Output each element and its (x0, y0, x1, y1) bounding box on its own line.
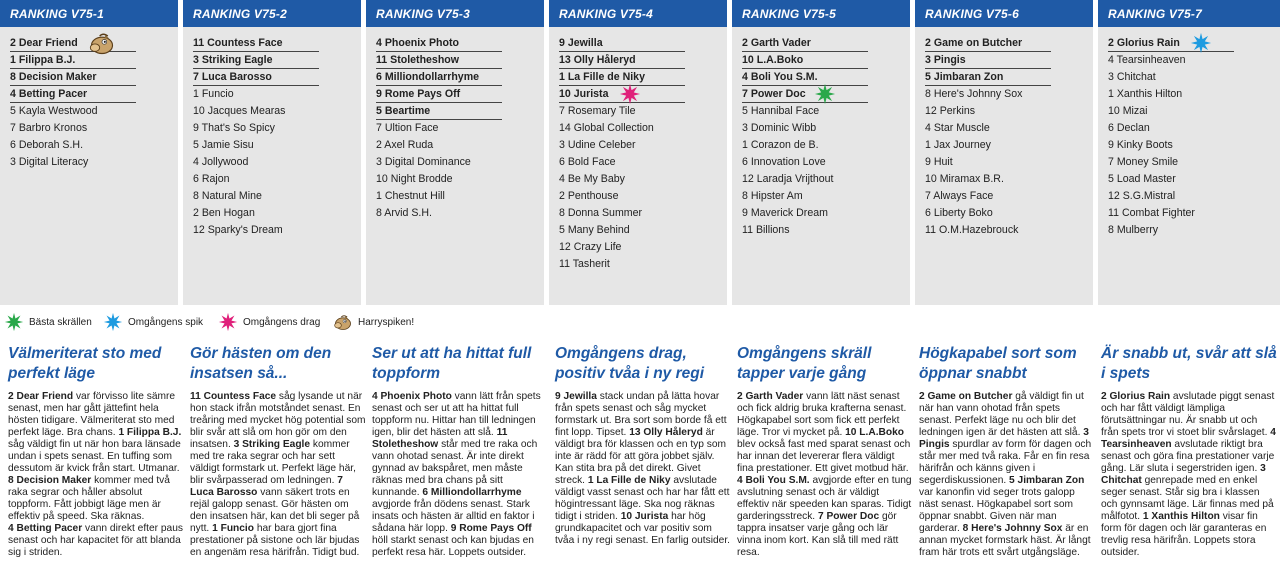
horse-name: 9 Maverick Dream (742, 207, 828, 219)
ranking-header: RANKING V75-5 (732, 0, 910, 27)
ranking-entry (376, 52, 502, 69)
analysis-column (372, 344, 548, 559)
horse-name: 2 Dear Friend (10, 37, 78, 49)
analysis-text: avslutade riktigt bra senast och göra fina prestationer varje gång. Lär sluta i segerstriden igen. (1101, 439, 1275, 474)
ranking-entry (925, 120, 1051, 137)
analysis-text: har hög grundkapacitet och var positiv som tvåa i ny regi senast. En farlig outsider. (555, 511, 730, 546)
ranking-entry (376, 137, 502, 154)
horse-ref: 1 Xanthis Hilton (1142, 511, 1220, 522)
horse-name: 5 Hannibal Face (742, 105, 820, 117)
horse-name: 2 Axel Ruda (376, 139, 434, 151)
ranking-entry (742, 222, 868, 239)
ranking-column (915, 0, 1093, 305)
analysis-title: Högkapabel sort som öppnar snabbt (919, 345, 1077, 382)
analysis-column (190, 344, 366, 559)
horse-name: 3 Udine Celeber (559, 139, 636, 151)
horse-name: 11 Combat Fighter (1108, 207, 1195, 219)
harry-horse-icon (333, 312, 353, 332)
pink-marker (619, 83, 641, 105)
ranking-entry (1108, 188, 1234, 205)
ranking-entry (559, 205, 685, 222)
analysis-paragraph (737, 391, 913, 559)
horse-name: 12 Laradja Vrijthout (742, 173, 834, 185)
horse-name: 12 Sparky's Dream (193, 224, 283, 236)
analysis-text: gör tappra insatser varje gång och lär vinna inom kort. Kan slå till med rätt resa. (737, 511, 899, 558)
horse-ref: 4 Boli You S.M. (737, 475, 810, 486)
horse-ref: 3 Striking Eagle (233, 439, 311, 450)
horse-name: 10 L.A.Boko (742, 54, 804, 66)
ranking-entry (925, 69, 1051, 86)
analysis-paragraph (555, 391, 731, 547)
analysis-text: vann säkert trots en rejäl galopp senast. Gör hästen om den insatsen här, kan det bli seger på nytt. (190, 487, 360, 534)
analysis-text: vann lätt från spets senast och ser ut att ha hittat full toppform nu. Hittar han till ledningen igen, blir det hästen att slå. (372, 391, 541, 438)
horse-ref: 6 Milliondollarrhyme (422, 487, 522, 498)
horse-name: 9 Jewilla (559, 37, 603, 49)
horse-name: 1 Corazon de B. (742, 139, 819, 151)
horse-ref: 4 Phoenix Photo (372, 391, 452, 402)
analysis-text: avgjorde efter en tung avslutning senast och är väldigt effektiv när speeden kan sparas. Tidigt garderingsstreck. (737, 475, 912, 522)
analysis-text: är väldigt bra för klassen och en typ som inte är rädd för att göra jobbet själv. Kan stita bra på det direkt. Givet streck. (555, 427, 727, 486)
horse-name: 1 Xanthis Hilton (1108, 88, 1183, 100)
ranking-entry (193, 103, 319, 120)
ranking-entry (193, 137, 319, 154)
horse-ref: 9 Rome Pays Off (450, 523, 532, 534)
ranking-entry (742, 69, 868, 86)
ranking-entry (559, 52, 685, 69)
ranking-entry (376, 69, 502, 86)
horse-name: 3 Dominic Wibb (742, 122, 817, 134)
ranking-entry (1108, 69, 1234, 86)
ranking-entry (376, 188, 502, 205)
horse-name: 4 Boli You S.M. (742, 71, 818, 83)
blue-star-icon (103, 312, 123, 332)
horse-name: 9 Rome Pays Off (376, 88, 461, 100)
legend-label: Omgångens drag (243, 316, 321, 328)
ranking-entry (1108, 35, 1234, 52)
horse-name: 4 Tearsinheaven (1108, 54, 1186, 66)
horse-name: 3 Striking Eagle (193, 54, 273, 66)
pink-star-icon (218, 312, 238, 332)
ranking-entry (925, 103, 1051, 120)
horse-name: 2 Ben Hogan (193, 207, 255, 219)
ranking-entry (376, 205, 502, 222)
horse-name: 2 Game on Butcher (925, 37, 1023, 49)
horse-ref: 2 Game on Butcher (919, 391, 1013, 402)
ranking-column (1098, 0, 1280, 305)
horse-name: 10 Jurista (559, 88, 609, 100)
ranking-entry (742, 52, 868, 69)
analysis-paragraph (8, 523, 184, 559)
horse-name: 13 Olly Håleryd (559, 54, 636, 66)
ranking-entry (193, 35, 319, 52)
ranking-list (1098, 27, 1280, 239)
horse-name: 14 Global Collection (559, 122, 654, 134)
ranking-entry (193, 222, 319, 239)
legend-item (333, 312, 414, 332)
ranking-entry (1108, 205, 1234, 222)
horse-name: 1 Chestnut Hill (376, 190, 445, 202)
ranking-entry (559, 137, 685, 154)
analysis-paragraph (190, 391, 366, 559)
ranking-entry (925, 35, 1051, 52)
ranking-entry (10, 154, 136, 171)
ranking-entry (925, 188, 1051, 205)
horse-name: 2 Glorius Rain (1108, 37, 1180, 49)
analysis-body (1101, 391, 1277, 559)
horse-name: 7 Always Face (925, 190, 994, 202)
ranking-entry (742, 120, 868, 137)
ranking-entry (742, 205, 868, 222)
horse-name: 11 Stoletheshow (376, 54, 460, 66)
ranking-entry (10, 52, 136, 69)
horse-name: 11 Countess Face (193, 37, 283, 49)
analysis-text: står med tre raka och vann ohotad senast. Är inte direkt gynnad av bakspåret, men måste räknas med bra chans på sitt kunnande. (372, 439, 538, 498)
horse-ref: 10 L.A.Boko (845, 427, 905, 438)
blue-star-icon (1190, 32, 1212, 54)
horse-name: 5 Jamie Sisu (193, 139, 254, 151)
ranking-entry (1108, 120, 1234, 137)
horse-ref: 11 Stoletheshow (372, 427, 508, 450)
horse-name: 11 O.M.Hazebrouck (925, 224, 1019, 236)
horse-name: 6 Rajon (193, 173, 230, 185)
analysis-title: Är snabb ut, svår att slå i spets (1101, 345, 1277, 382)
ranking-entry (193, 86, 319, 103)
ranking-entry (742, 103, 868, 120)
ranking-entry (10, 120, 136, 137)
horse-name: 1 Funcio (193, 88, 234, 100)
ranking-entry (559, 120, 685, 137)
analysis-column (555, 344, 731, 547)
horse-name: 1 Filippa B.J. (10, 54, 76, 66)
green-marker (814, 83, 836, 105)
ranking-entry (559, 103, 685, 120)
blue-marker (1190, 32, 1212, 54)
horse-name: 6 Bold Face (559, 156, 616, 168)
legend-item (4, 312, 92, 332)
pink-star-icon (619, 83, 641, 105)
ranking-list (366, 27, 544, 222)
analysis-paragraph (8, 391, 184, 475)
ranking-list (549, 27, 727, 273)
horse-name: 7 Luca Barosso (193, 71, 272, 83)
horse-name: 10 Night Brodde (376, 173, 453, 185)
horse-name: 6 Milliondollarrhyme (376, 71, 480, 83)
horse-name: 12 Crazy Life (559, 241, 622, 253)
horse-name: 7 Rosemary Tile (559, 105, 636, 117)
horse-name: 4 Be My Baby (559, 173, 625, 185)
analysis-paragraph (8, 475, 184, 523)
horse-name: 3 Digital Dominance (376, 156, 471, 168)
analysis-text: är en annan mycket formstark häst. Är långt fram här trots ett svårt utgångsläge. (919, 523, 1091, 558)
ranking-header: RANKING V75-6 (915, 0, 1093, 27)
horse-name: 8 Hipster Am (742, 190, 803, 202)
horse-ref: 13 Olly Håleryd (629, 427, 703, 438)
horse-ref: 4 Betting Pacer (8, 523, 83, 534)
horse-ref: 2 Garth Vader (737, 391, 804, 402)
ranking-entry (559, 256, 685, 273)
horse-ref: 2 Glorius Rain (1101, 391, 1171, 402)
ranking-column (183, 0, 361, 305)
ranking-entry (376, 103, 502, 120)
ranking-entry (1108, 171, 1234, 188)
horse-name: 7 Money Smile (1108, 156, 1179, 168)
ranking-entry (925, 222, 1051, 239)
horse-name: 3 Digital Literacy (10, 156, 89, 168)
horse-ref: 5 Jimbaran Zon (1009, 475, 1085, 486)
analysis-text: var kanonfin vid seger trots galopp näst senast. Högkapabel sort som öppnar snabbt. Given när man garderar. (919, 487, 1075, 534)
horse-ref: 8 Here's Johnny Sox (962, 523, 1063, 534)
analysis-text: höll starkt senast och kan bjudas en perfekt resa här. Loppets outsider. (372, 535, 534, 558)
horse-name: 10 Miramax B.R. (925, 173, 1004, 185)
analysis-body (372, 391, 548, 559)
ranking-entry (193, 120, 319, 137)
horse-name: 8 Here's Johnny Sox (925, 88, 1023, 100)
ranking-entry (559, 35, 685, 52)
ranking-entry (742, 154, 868, 171)
horse-name: 6 Liberty Boko (925, 207, 993, 219)
ranking-entry (376, 35, 502, 52)
ranking-header: RANKING V75-3 (366, 0, 544, 27)
ranking-entry (376, 171, 502, 188)
analysis-column (1101, 344, 1277, 559)
horse-name: 6 Declan (1108, 122, 1150, 134)
ranking-entry (559, 171, 685, 188)
analysis-paragraph (372, 391, 548, 559)
ranking-entry (925, 137, 1051, 154)
legend-label: Harryspiken! (358, 316, 415, 328)
horse-name: 4 Phoenix Photo (376, 37, 459, 49)
horse-name: 9 Kinky Boots (1108, 139, 1173, 151)
horse-ref: 7 Power Doc (817, 511, 880, 522)
ranking-entry (376, 154, 502, 171)
analysis-title: Ser ut att ha hittat full toppform (372, 345, 532, 382)
horse-name: 7 Power Doc (742, 88, 806, 100)
ranking-entry (742, 35, 868, 52)
ranking-list (0, 27, 178, 171)
ranking-column (366, 0, 544, 305)
horse-name: 7 Ultion Face (376, 122, 439, 134)
ranking-entry (193, 188, 319, 205)
horse-ref: 3 Chitchat (1101, 463, 1266, 486)
ranking-entry (1108, 103, 1234, 120)
horse-name: 4 Jollywood (193, 156, 249, 168)
analysis-paragraph (919, 391, 1095, 559)
analysis-text: gå väldigt fin ut när han vann ohotad från spets senast. Perfekt läge nu och blir det ledningen igen är det hästen att slå. (919, 391, 1084, 438)
analysis-text: avgjorde från dödens senast. Stark insats och hästen är alltid en faktor i sådana här lopp. (372, 499, 535, 534)
analysis-text: såg väldigt fin ut när hon bara länsade undan i spets senast. En tuffing som dessutom är kvick från start. Utmanar. (8, 439, 181, 474)
ranking-entry (10, 69, 136, 86)
ranking-entry (559, 222, 685, 239)
legend-item (218, 312, 320, 332)
horse-ref: 7 Luca Barosso (190, 475, 343, 498)
horse-name: 12 S.G.Mistral (1108, 190, 1176, 202)
horse-name: 2 Garth Vader (742, 37, 811, 49)
analysis-text: avslutade piggt senast och har fått väldigt lämpliga förutsättningar nu. Är snabb ut och från spets tror vi stoet blir svårslaget. (1101, 391, 1275, 438)
ranking-entry (1108, 52, 1234, 69)
ranking-entry (1108, 222, 1234, 239)
horse-name: 9 Huit (925, 156, 953, 168)
ranking-entry (1108, 137, 1234, 154)
ranking-entry (559, 188, 685, 205)
horse-name: 8 Arvid S.H. (376, 207, 432, 219)
horse-name: 6 Deborah S.H. (10, 139, 84, 151)
horse-name: 1 Jax Journey (925, 139, 991, 151)
horse-name: 5 Jimbaran Zon (925, 71, 1004, 83)
horse-ref: 3 Pingis (919, 427, 1089, 450)
ranking-entry (925, 171, 1051, 188)
horse-ref: 1 La Fille de Niky (587, 475, 671, 486)
ranking-entry (742, 137, 868, 154)
ranking-entry (193, 205, 319, 222)
ranking-entry (742, 188, 868, 205)
ranking-entry (10, 103, 136, 120)
analysis-paragraph (1101, 391, 1277, 559)
analysis-body (737, 391, 913, 559)
analysis-text: såg lysande ut när hon stack ifrån motståndet senast. En treåring med mycket hög potential som blir svår att slå om hon gör om den insatsen. (190, 391, 366, 450)
analysis-column (8, 344, 184, 559)
ranking-list (732, 27, 910, 239)
ranking-column (732, 0, 910, 305)
ranking-entry (376, 120, 502, 137)
horse-ref: 1 Funcio (212, 523, 254, 534)
horse-ref: 9 Jewilla (555, 391, 597, 402)
horse-name: 7 Barbro Kronos (10, 122, 88, 134)
analysis-text: stack undan på lätta hovar från spets senast och såg mycket formstark ut. Bra sort som borde få ett fint lopp. Tipset. (555, 391, 727, 438)
ranking-entry (10, 86, 136, 103)
ranking-column (549, 0, 727, 305)
ranking-entry (559, 154, 685, 171)
ranking-entry (193, 171, 319, 188)
ranking-entry (559, 239, 685, 256)
analysis-column (919, 344, 1095, 559)
horse-ref: 4 Tearsinheaven (1101, 427, 1276, 450)
analysis-text: blev också fast med sparat senast och har innan det levererar flera väldigt fina prestationer. Ett givet motbud här. (737, 439, 911, 474)
green-star-icon (4, 312, 24, 332)
ranking-entry (10, 35, 136, 52)
horse-name: 5 Kayla Westwood (10, 105, 98, 117)
ranking-header: RANKING V75-7 (1098, 0, 1280, 27)
horse-name: 8 Decision Maker (10, 71, 97, 83)
ranking-list (183, 27, 361, 239)
ranking-entry (742, 86, 868, 103)
analysis-column (737, 344, 913, 559)
analysis-title: Omgångens drag, positiv tvåa i ny regi (555, 345, 705, 382)
ranking-header: RANKING V75-4 (549, 0, 727, 27)
horse-name: 3 Chitchat (1108, 71, 1156, 83)
analysis-title: Gör hästen om den insatsen så... (190, 345, 332, 382)
analysis-title: Välmeriterat sto med perfekt läge (8, 345, 162, 382)
horse-name: 5 Many Behind (559, 224, 630, 236)
legend-label: Bästa skrällen (29, 316, 92, 328)
horse-name: 4 Star Muscle (925, 122, 990, 134)
horse-ref: 11 Countess Face (190, 391, 277, 402)
analysis-body (8, 391, 184, 559)
ranking-list (915, 27, 1093, 239)
horse-name: 4 Betting Pacer (10, 88, 88, 100)
ranking-entry (925, 86, 1051, 103)
horse-name: 8 Donna Summer (559, 207, 643, 219)
ranking-entry (925, 154, 1051, 171)
horse-ref: 8 Decision Maker (8, 475, 92, 486)
ranking-entry (1108, 86, 1234, 103)
analysis-body (190, 391, 366, 559)
ranking-entry (925, 52, 1051, 69)
analysis-text: vann lätt näst senast och fick aldrig bruka krafterna senast. Högkapabel sort som fick ett perfekt läge. Tror vi mycket på. (737, 391, 907, 438)
analysis-text: har bara gjort fina prestationer på sistone och lär bjudas en angenäm resa härifrån. Tidigt bud. (190, 523, 360, 558)
horse-name: 8 Natural Mine (193, 190, 262, 202)
green-star-icon (814, 83, 836, 105)
ranking-entry (193, 69, 319, 86)
analysis-text: visar fin form för dagen och lär garanteras en trevlig resa härifrån. Loppets stora outsider. (1101, 511, 1267, 558)
horse-name: 1 La Fille de Niky (559, 71, 645, 83)
horse-name: 9 That's So Spicy (193, 122, 275, 134)
horse-ref: 10 Jurista (620, 511, 669, 522)
horse-name: 2 Penthouse (559, 190, 619, 202)
ranking-entry (193, 52, 319, 69)
analysis-text: genrepade med en enkel seger senast. Står sig bra i klassen och gynnsamt läge. Lär finnas med på målfotot. (1101, 475, 1274, 522)
horse-ref: 2 Dear Friend (8, 391, 74, 402)
horse-name: 10 Mizai (1108, 105, 1148, 117)
horse-name: 8 Mulberry (1108, 224, 1159, 236)
horse-name: 11 Tasherit (559, 258, 610, 270)
horse-ref: 1 Filippa B.J. (118, 427, 182, 438)
analysis-text: var förvisso lite sämre senast, men har gått jättefint hela hösten tidigare. Välmeriterat sto med perfekt läge. Bra chans. (8, 391, 176, 438)
ranking-entry (376, 86, 502, 103)
ranking-entry (559, 86, 685, 103)
horse-name: 3 Pingis (925, 54, 966, 66)
horse-name: 10 Jacques Mearas (193, 105, 286, 117)
ranking-header: RANKING V75-1 (0, 0, 178, 27)
analysis-body (555, 391, 731, 547)
horse-name: 6 Innovation Love (742, 156, 826, 168)
legend-item (103, 312, 203, 332)
analysis-text: spurdlar av form för dagen och står mer med två raka. Får en fin resa härifrån och känns given i segerdiskussionen. (919, 439, 1092, 486)
ranking-entry (193, 154, 319, 171)
ranking-entry (1108, 154, 1234, 171)
legend-label: Omgångens spik (128, 316, 204, 328)
ranking-entry (742, 171, 868, 188)
ranking-entry (925, 205, 1051, 222)
analysis-title: Omgångens skräll tapper varje gång (737, 345, 872, 382)
horse-name: 12 Perkins (925, 105, 976, 117)
ranking-column (0, 0, 178, 305)
ranking-entry (10, 137, 136, 154)
analysis-text: kommer med tre raka segrar och har sett väldigt formstark ut. Perfekt läge här, blir svårpasserad om ledningen. (190, 439, 356, 486)
legend (0, 306, 1280, 336)
analysis-body (919, 391, 1095, 559)
analysis-text: kommer med två raka segrar och håller absolut toppform. Fått jobbigt läge men är effektiv på speed. Ska räknas. (8, 475, 170, 522)
horse-name: 11 Billions (742, 224, 790, 236)
analysis-text: vann direkt efter paus senast och har kapacitet för att blanda sig i striden. (8, 523, 183, 558)
horse-name: 5 Load Master (1108, 173, 1176, 185)
horse-name: 5 Beartime (376, 105, 431, 117)
ranking-header: RANKING V75-2 (183, 0, 361, 27)
analysis-text: avslutade väldigt vasst senast och har har fått ett högintressant läge. Ska nog räknas tidigt i striden. (555, 475, 730, 522)
